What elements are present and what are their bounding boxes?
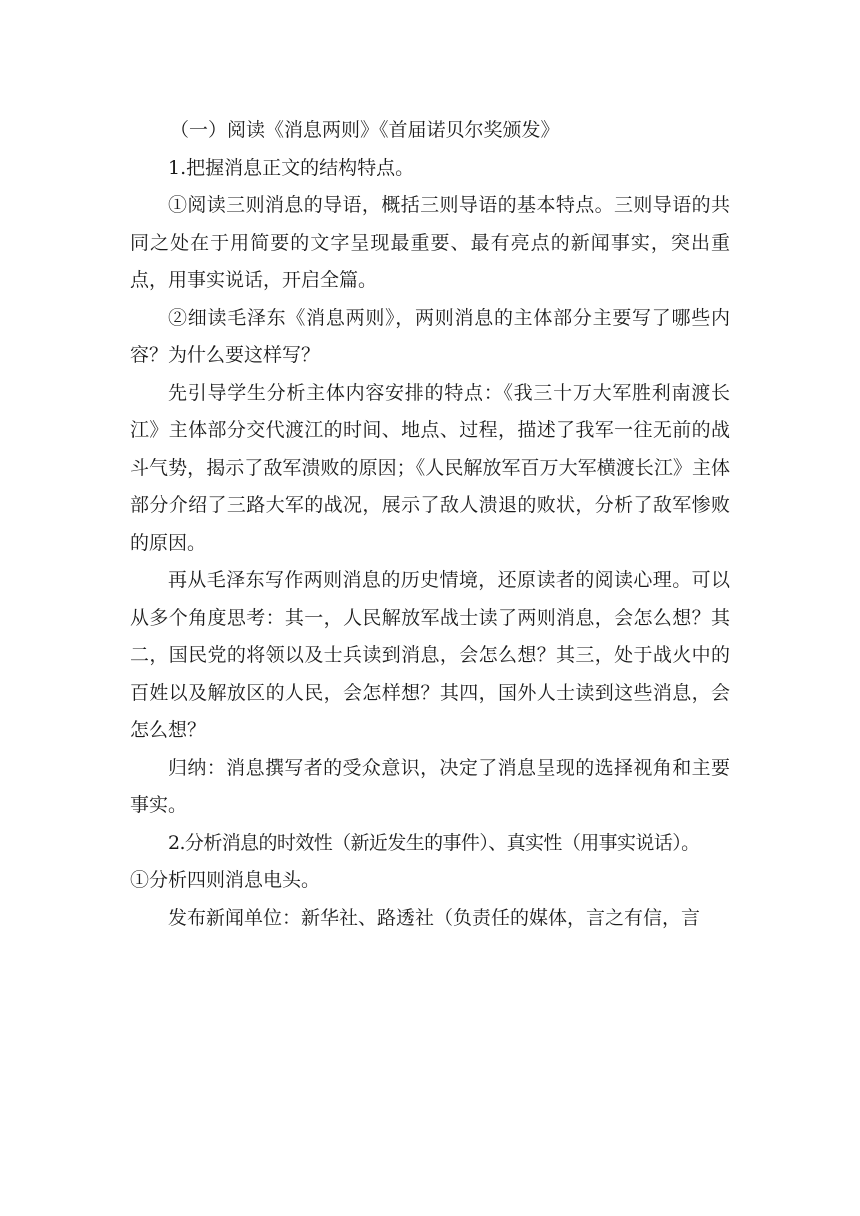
section-heading: （一）阅读《消息两则》《首届诺贝尔奖颁发》 [170, 119, 560, 141]
paragraph-dateline: ①分析四则消息电头。 [130, 869, 321, 891]
point-heading-2: 2.分析消息的时效性（新近发生的事件）、真实性（用事实说话）。 [168, 831, 700, 854]
paragraph-question: ②细读毛泽东《消息两则》，两则消息的主体部分主要写了哪些内容？为什么要这样写？ [130, 306, 730, 366]
paragraph-body-analysis: 先引导学生分析主体内容安排的特点：《我三十万大军胜利南渡长江》主体部分交代渡江的时间、地点、过程，描述了我军一往无前的战斗气势，揭示了敌军溃败的原因；《人民解放军百万大军横渡长江》主体部分介绍了三路大军的战况，展示了敌人溃退的败状，分析了敌军惨败的原因。 [130, 381, 730, 554]
point-heading-1: 1.把握消息正文的结构特点。 [168, 156, 415, 179]
paragraph-news-agency: 发布新闻单位：新华社、路透社（负责任的媒体，言之有信，言 [168, 906, 701, 929]
paragraph-summary: 归纳：消息撰写者的受众意识，决定了消息呈现的选择视角和主要事实。 [130, 756, 730, 816]
paragraph-reader-perspective: 再从毛泽东写作两则消息的历史情境，还原读者的阅读心理。可以从多个角度思考：其一，人民解放军战士读了两则消息，会怎么想？其二，国民党的将领以及士兵读到消息，会怎么想？其三，处于战火中的百姓以及解放区的人民，会怎样想？其四，国外人士读到这些消息，会怎么想？ [130, 569, 730, 741]
paragraph-lead-analysis: ①阅读三则消息的导语，概括三则导语的基本特点。三则导语的共同之处在于用简要的文字呈现最重要、最有亮点的新闻事实，突出重点，用事实说话，开启全篇。 [130, 194, 730, 291]
document-body [130, 112, 730, 937]
